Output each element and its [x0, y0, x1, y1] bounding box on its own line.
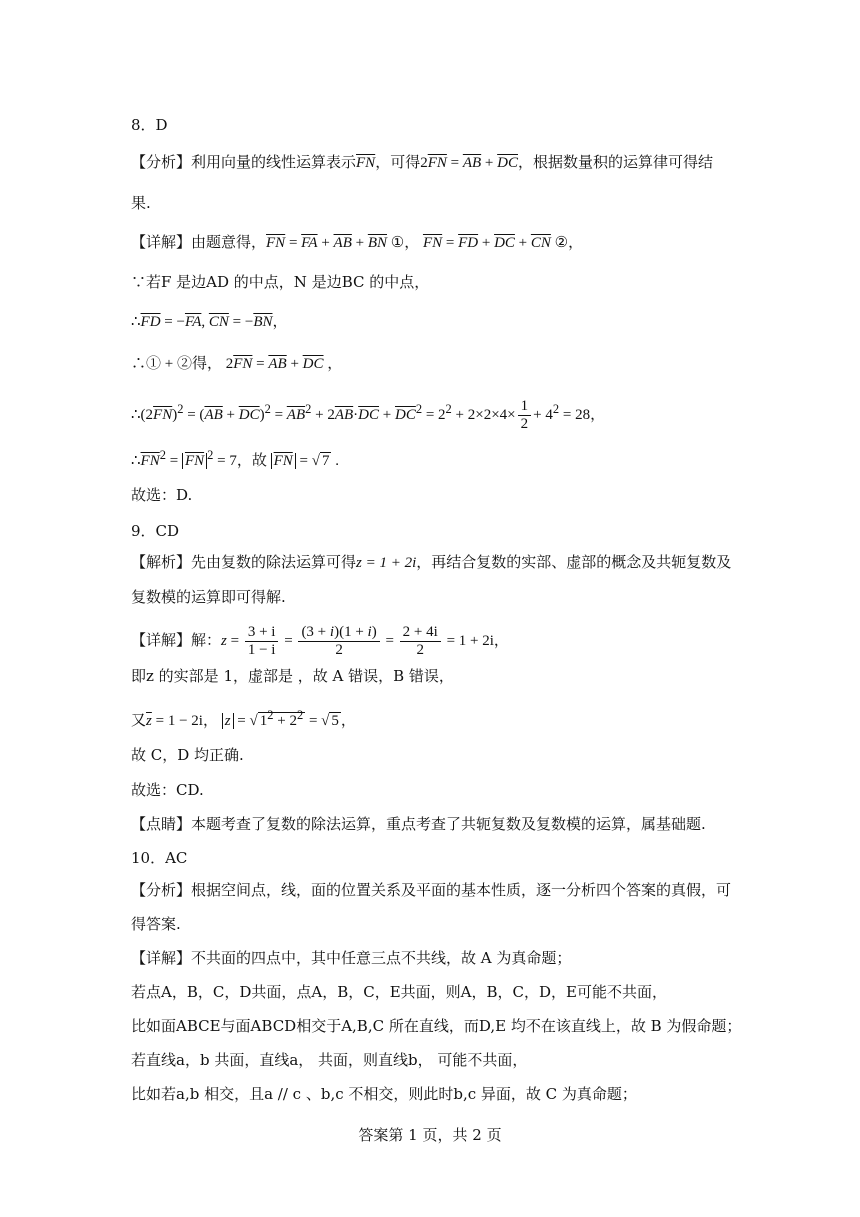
q8-analysis-text-a: 【分析】利用向量的线性运算表示	[131, 153, 357, 171]
q10-analysis-line-1: 【分析】根据空间点，线，面的位置关系及平面的基本性质，逐一分析四个答案的真假，可	[131, 881, 732, 899]
q8-detail-line-1	[131, 232, 740, 253]
q8-title: 8．D	[131, 116, 168, 134]
q8-detail-line-6	[131, 445, 740, 471]
page-footer: 答案第 1 页，共 2 页	[358, 1126, 502, 1144]
q8-math-eq4: ∴① + ②得， $2\overline{FN} = \overline{AB} + \overline{DC}$ ，	[131, 356, 343, 372]
q10-analysis-line-2: 得答案.	[131, 915, 181, 933]
q9-analysis-line-2: 复数模的运算即可得解.	[131, 588, 286, 606]
q8-math-eq6: $\therefore\overline{FN}^2 = \overline{FN}$ $^2$ = 7，故 $\overline{FN}$ = √ 7 .	[131, 448, 339, 469]
q10-detail-line-1: 【详解】不共面的四点中，其中任意三点不共线，故 A 为真命题；	[131, 949, 572, 967]
q8-detail-line-3	[131, 311, 740, 332]
q8-math-eq5: $\therefore(2\overline{FN})^2 = (\overline{AB} + \overline{DC})^2 = \overline{AB}^2 + 2\overline{AB}\cdot\overline{DC} + \overline{DC}^2 = 2^2 + 2\times 2\times 4\times$ $\frac{1}{2}$ + $4^2 = 28$，	[131, 398, 606, 432]
q9-title: 9．CD	[131, 522, 180, 540]
q9-analysis-text-b: ，再结合复数的实部、虚部的概念及共轭复数及	[416, 553, 732, 571]
q9-detail-line-2: 即z 的实部是 1，虚部是 ，故 A 错误，B 错误，	[131, 667, 454, 685]
q10-detail-line-5: 比如若a,b 相交，且a // c 、b,c 不相交，则此时b,c 异面，故 C 为真命题；	[131, 1085, 637, 1103]
q9-math-z: z = 1 + 2i	[356, 555, 417, 571]
q10-title: 10．AC	[131, 849, 188, 867]
q10-detail-line-4: 若直线a，b 共面，直线a， 共面，则直线b， 可能不共面，	[131, 1051, 528, 1069]
q8-math-fn: $\overline{FN}$	[356, 155, 376, 171]
q9-analysis-text-a: 【解析】先由复数的除法运算可得	[131, 553, 357, 571]
q9-detail-label: 【详解】解：	[131, 630, 222, 649]
q8-detail-line-5	[131, 398, 740, 433]
q10-detail-line-3: 比如面ABCE与面ABCD相交于A,B,C 所在直线，而D,E 均不在该直线上，故 B 为假命题；	[131, 1017, 742, 1035]
q8-math-eq3: $\therefore\overline{FD} = -\overline{FA}$, $\overline{CN} = -\overline{BN}$，	[131, 314, 288, 330]
q9-analysis-line-1	[131, 552, 740, 573]
q8-analysis-line-2: 果.	[131, 194, 151, 212]
q8-analysis-text-c: ，根据数量积的运算律可得结	[517, 153, 713, 171]
q8-detail-label: 【详解】由题意得，	[131, 233, 267, 251]
q8-detail-line-4	[131, 353, 740, 374]
q8-analysis-text-b: ，可得	[375, 153, 421, 171]
q9-comment: 【点睛】本题考查了复数的除法运算，重点考查了共轭复数及复数模的运算，属基础题.	[131, 815, 706, 833]
q8-math-eq1: $2\overline{FN} = \overline{AB} + \overline{DC}$	[420, 155, 518, 171]
q10-detail-line-2: 若点A，B，C，D共面，点A，B，C，E共面，则A，B，C，D，E可能不共面，	[131, 983, 667, 1001]
q9-detail-line-1	[131, 624, 740, 659]
q8-math-eq2: $\overline{FN} = \overline{FA} + \overline{AB} + \overline{BN}$ ①， $\overline{FN} = \overline{FD} + \overline{DC} + \overline{CN}$ ②，	[266, 235, 584, 251]
q9-detail-line-4: 故 C，D 均正确.	[131, 746, 244, 764]
q8-detail-line-2: ∵若F 是边AD 的中点，N 是边BC 的中点，	[131, 273, 430, 291]
q9-detail-line-5: 故选：CD.	[131, 781, 204, 799]
q9-detail-line-3	[131, 705, 740, 731]
q8-analysis-line-1	[131, 152, 740, 173]
q9-math-eq1: z = $\frac{3 + i}{1 - i}$ = $\frac{(3 + i)(1 + i)}{2}$ = $\frac{2 + 4i}{2}$ = 1 + 2i，	[221, 624, 509, 658]
q9-detail-text-a: 又	[131, 711, 147, 729]
q9-math-eq2: $\overline{z} = 1 - 2i$， z = √ $1^2 + 2^2$ = √ 5 ，	[146, 708, 356, 729]
q8-detail-line-7: 故选：D.	[131, 486, 193, 504]
